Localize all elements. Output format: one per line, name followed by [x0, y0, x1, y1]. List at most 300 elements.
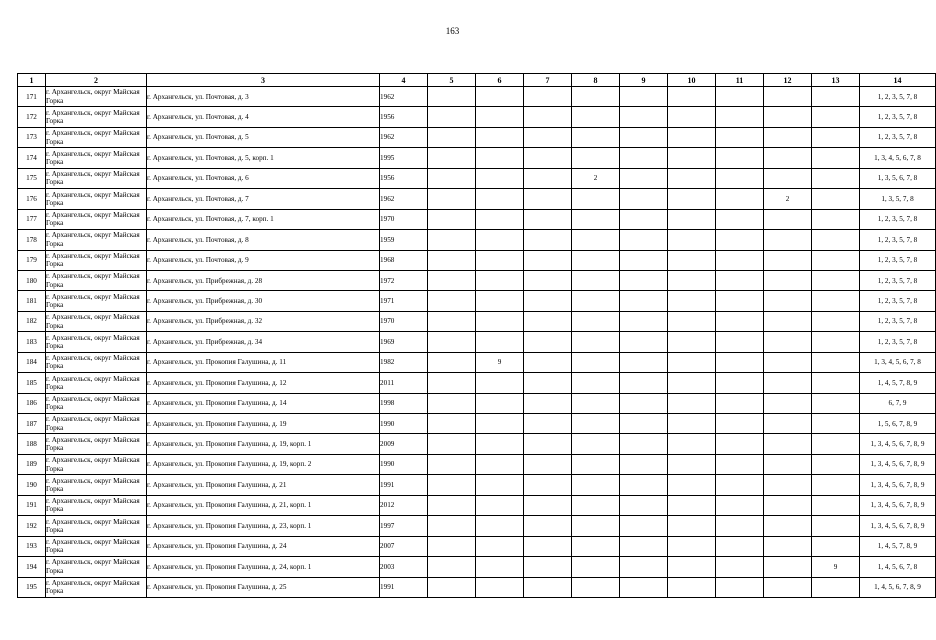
col9-cell [620, 373, 668, 393]
row-number-cell: 189 [18, 454, 46, 474]
address-cell: г. Архангельск, ул. Прокопия Галушина, д. 21, корп. 1 [147, 495, 380, 515]
col13-cell [812, 495, 860, 515]
col6-cell [476, 250, 524, 270]
year-cell: 2003 [380, 557, 428, 577]
col13-cell [812, 414, 860, 434]
col10-cell [668, 270, 716, 290]
col9-cell [620, 414, 668, 434]
categories-cell: 1, 3, 4, 5, 6, 7, 8 [860, 148, 936, 168]
col5-cell [428, 414, 476, 434]
col11-cell [716, 291, 764, 311]
table-row [18, 311, 936, 331]
col10-cell [668, 557, 716, 577]
year-cell: 1972 [380, 270, 428, 290]
year-cell: 1959 [380, 230, 428, 250]
address-cell: г. Архангельск, ул. Прибрежная, д. 32 [147, 311, 380, 331]
col12-cell [764, 495, 812, 515]
year-cell: 1998 [380, 393, 428, 413]
col8-cell [572, 270, 620, 290]
col11-cell [716, 434, 764, 454]
col9-cell [620, 209, 668, 229]
year-cell: 1962 [380, 87, 428, 107]
table-row [18, 373, 936, 393]
col7-cell [524, 434, 572, 454]
col8-cell [572, 516, 620, 536]
column-header: 12 [764, 74, 812, 87]
district-cell: г. Архангельск, округ Майская Горка [46, 577, 147, 597]
address-cell: г. Архангельск, ул. Прокопия Галушина, д. 19 [147, 414, 380, 434]
district-cell: г. Архангельск, округ Майская Горка [46, 393, 147, 413]
col11-cell [716, 209, 764, 229]
col9-cell [620, 516, 668, 536]
col12-cell [764, 230, 812, 250]
col12-cell [764, 107, 812, 127]
row-number-cell: 192 [18, 516, 46, 536]
district-cell: г. Архангельск, округ Майская Горка [46, 373, 147, 393]
col7-cell [524, 516, 572, 536]
col9-cell [620, 434, 668, 454]
categories-cell: 1, 3, 5, 7, 8 [860, 189, 936, 209]
col6-cell [476, 291, 524, 311]
col10-cell [668, 495, 716, 515]
col11-cell [716, 454, 764, 474]
col5-cell [428, 230, 476, 250]
col11-cell [716, 148, 764, 168]
col13-cell [812, 311, 860, 331]
col6-cell [476, 495, 524, 515]
row-number-cell: 180 [18, 270, 46, 290]
address-cell: г. Архангельск, ул. Почтовая, д. 7 [147, 189, 380, 209]
col10-cell [668, 414, 716, 434]
col8-cell [572, 127, 620, 147]
col9-cell [620, 87, 668, 107]
column-header: 13 [812, 74, 860, 87]
col9-cell [620, 189, 668, 209]
col9-cell [620, 270, 668, 290]
col8-cell [572, 536, 620, 556]
year-cell: 1997 [380, 516, 428, 536]
col5-cell [428, 189, 476, 209]
col11-cell [716, 270, 764, 290]
table-row [18, 434, 936, 454]
row-number-cell: 172 [18, 107, 46, 127]
year-cell: 1982 [380, 352, 428, 372]
col7-cell [524, 557, 572, 577]
col13-cell [812, 270, 860, 290]
year-cell: 1970 [380, 311, 428, 331]
col13-cell [812, 250, 860, 270]
col11-cell [716, 87, 764, 107]
district-cell: г. Архангельск, округ Майская Горка [46, 148, 147, 168]
col9-cell [620, 454, 668, 474]
col7-cell [524, 148, 572, 168]
col7-cell [524, 168, 572, 188]
col7-cell [524, 250, 572, 270]
col13-cell [812, 189, 860, 209]
col10-cell [668, 434, 716, 454]
categories-cell: 1, 3, 5, 6, 7, 8 [860, 168, 936, 188]
col10-cell [668, 291, 716, 311]
column-header: 3 [147, 74, 380, 87]
categories-cell: 1, 2, 3, 5, 7, 8 [860, 127, 936, 147]
col9-cell [620, 475, 668, 495]
col9-cell [620, 148, 668, 168]
column-header: 11 [716, 74, 764, 87]
table-row [18, 414, 936, 434]
year-cell: 1970 [380, 209, 428, 229]
col8-cell [572, 189, 620, 209]
col7-cell [524, 352, 572, 372]
col11-cell [716, 536, 764, 556]
categories-cell: 1, 2, 3, 5, 7, 8 [860, 270, 936, 290]
year-cell: 1956 [380, 168, 428, 188]
col12-cell [764, 352, 812, 372]
row-number-cell: 177 [18, 209, 46, 229]
col7-cell [524, 393, 572, 413]
row-number-cell: 178 [18, 230, 46, 250]
district-cell: г. Архангельск, округ Майская Горка [46, 332, 147, 352]
col12-cell [764, 475, 812, 495]
col7-cell [524, 373, 572, 393]
col10-cell [668, 230, 716, 250]
col10-cell [668, 127, 716, 147]
district-cell: г. Архангельск, округ Майская Горка [46, 311, 147, 331]
district-cell: г. Архангельск, округ Майская Горка [46, 87, 147, 107]
col6-cell [476, 557, 524, 577]
table-header-row [18, 74, 936, 87]
address-cell: г. Архангельск, ул. Прибрежная, д. 28 [147, 270, 380, 290]
col8-cell [572, 434, 620, 454]
year-cell: 1991 [380, 475, 428, 495]
col6-cell [476, 577, 524, 597]
col13-cell [812, 577, 860, 597]
col6-cell [476, 87, 524, 107]
col11-cell [716, 495, 764, 515]
categories-cell: 1, 3, 4, 5, 6, 7, 8, 9 [860, 475, 936, 495]
column-header: 1 [18, 74, 46, 87]
col5-cell [428, 127, 476, 147]
row-number-cell: 176 [18, 189, 46, 209]
col8-cell [572, 495, 620, 515]
categories-cell: 1, 4, 5, 7, 8, 9 [860, 373, 936, 393]
col6-cell [476, 127, 524, 147]
district-cell: г. Архангельск, округ Майская Горка [46, 270, 147, 290]
col13-cell [812, 87, 860, 107]
column-header: 5 [428, 74, 476, 87]
col8-cell: 2 [572, 168, 620, 188]
col12-cell [764, 516, 812, 536]
col8-cell [572, 87, 620, 107]
col10-cell [668, 352, 716, 372]
col10-cell [668, 536, 716, 556]
col6-cell [476, 516, 524, 536]
col12-cell [764, 557, 812, 577]
categories-cell: 1, 5, 6, 7, 8, 9 [860, 414, 936, 434]
address-cell: г. Архангельск, ул. Прокопия Галушина, д. 11 [147, 352, 380, 372]
col10-cell [668, 475, 716, 495]
col11-cell [716, 352, 764, 372]
col11-cell [716, 557, 764, 577]
categories-cell: 1, 2, 3, 5, 7, 8 [860, 107, 936, 127]
year-cell: 2012 [380, 495, 428, 515]
year-cell: 2007 [380, 536, 428, 556]
col12-cell [764, 414, 812, 434]
col9-cell [620, 393, 668, 413]
col10-cell [668, 107, 716, 127]
categories-cell: 6, 7, 9 [860, 393, 936, 413]
col7-cell [524, 536, 572, 556]
district-cell: г. Архангельск, округ Майская Горка [46, 168, 147, 188]
row-number-cell: 175 [18, 168, 46, 188]
district-cell: г. Архангельск, округ Майская Горка [46, 475, 147, 495]
col5-cell [428, 250, 476, 270]
col11-cell [716, 230, 764, 250]
table-row [18, 230, 936, 250]
column-header: 8 [572, 74, 620, 87]
col7-cell [524, 495, 572, 515]
col7-cell [524, 311, 572, 331]
year-cell: 1990 [380, 414, 428, 434]
col9-cell [620, 536, 668, 556]
col5-cell [428, 393, 476, 413]
year-cell: 1956 [380, 107, 428, 127]
col8-cell [572, 311, 620, 331]
column-header: 6 [476, 74, 524, 87]
table-row [18, 393, 936, 413]
categories-cell: 1, 3, 4, 5, 6, 7, 8 [860, 352, 936, 372]
row-number-cell: 185 [18, 373, 46, 393]
col6-cell [476, 230, 524, 250]
address-cell: г. Архангельск, ул. Прокопия Галушина, д. 25 [147, 577, 380, 597]
col12-cell [764, 393, 812, 413]
district-cell: г. Архангельск, округ Майская Горка [46, 516, 147, 536]
district-cell: г. Архангельск, округ Майская Горка [46, 107, 147, 127]
col13-cell [812, 454, 860, 474]
table-row [18, 209, 936, 229]
col13-cell: 9 [812, 557, 860, 577]
col13-cell [812, 107, 860, 127]
district-cell: г. Архангельск, округ Майская Горка [46, 127, 147, 147]
col11-cell [716, 311, 764, 331]
row-number-cell: 186 [18, 393, 46, 413]
row-number-cell: 187 [18, 414, 46, 434]
col5-cell [428, 87, 476, 107]
col11-cell [716, 168, 764, 188]
col5-cell [428, 516, 476, 536]
col7-cell [524, 87, 572, 107]
row-number-cell: 171 [18, 87, 46, 107]
district-cell: г. Архангельск, округ Майская Горка [46, 291, 147, 311]
col12-cell [764, 291, 812, 311]
table-row [18, 148, 936, 168]
col5-cell [428, 332, 476, 352]
row-number-cell: 174 [18, 148, 46, 168]
col12-cell [764, 87, 812, 107]
year-cell: 1995 [380, 148, 428, 168]
col11-cell [716, 189, 764, 209]
col12-cell [764, 127, 812, 147]
column-header: 10 [668, 74, 716, 87]
col5-cell [428, 209, 476, 229]
col13-cell [812, 536, 860, 556]
col5-cell [428, 536, 476, 556]
col5-cell [428, 495, 476, 515]
table-row [18, 291, 936, 311]
col6-cell [476, 311, 524, 331]
district-cell: г. Архангельск, округ Майская Горка [46, 495, 147, 515]
row-number-cell: 193 [18, 536, 46, 556]
col8-cell [572, 414, 620, 434]
categories-cell: 1, 2, 3, 5, 7, 8 [860, 250, 936, 270]
table-row [18, 536, 936, 556]
district-cell: г. Архангельск, округ Майская Горка [46, 189, 147, 209]
col9-cell [620, 291, 668, 311]
table-row [18, 577, 936, 597]
col6-cell [476, 168, 524, 188]
categories-cell: 1, 2, 3, 5, 7, 8 [860, 291, 936, 311]
address-cell: г. Архангельск, ул. Прокопия Галушина, д. 19, корп. 1 [147, 434, 380, 454]
col5-cell [428, 557, 476, 577]
address-cell: г. Архангельск, ул. Прокопия Галушина, д. 23, корп. 1 [147, 516, 380, 536]
col10-cell [668, 516, 716, 536]
col9-cell [620, 250, 668, 270]
col12-cell: 2 [764, 189, 812, 209]
col9-cell [620, 311, 668, 331]
col11-cell [716, 373, 764, 393]
col11-cell [716, 577, 764, 597]
col13-cell [812, 393, 860, 413]
col8-cell [572, 148, 620, 168]
col10-cell [668, 393, 716, 413]
table-row [18, 557, 936, 577]
col6-cell: 9 [476, 352, 524, 372]
col12-cell [764, 311, 812, 331]
col6-cell [476, 373, 524, 393]
col8-cell [572, 373, 620, 393]
address-cell: г. Архангельск, ул. Почтовая, д. 3 [147, 87, 380, 107]
col10-cell [668, 168, 716, 188]
col7-cell [524, 127, 572, 147]
col7-cell [524, 414, 572, 434]
col13-cell [812, 127, 860, 147]
col12-cell [764, 209, 812, 229]
col8-cell [572, 107, 620, 127]
col5-cell [428, 454, 476, 474]
address-cell: г. Архангельск, ул. Прокопия Галушина, д. 14 [147, 393, 380, 413]
col12-cell [764, 168, 812, 188]
col6-cell [476, 454, 524, 474]
col8-cell [572, 352, 620, 372]
col13-cell [812, 352, 860, 372]
col7-cell [524, 332, 572, 352]
district-cell: г. Архангельск, округ Майская Горка [46, 414, 147, 434]
col8-cell [572, 332, 620, 352]
col13-cell [812, 168, 860, 188]
col12-cell [764, 373, 812, 393]
table-row [18, 87, 936, 107]
row-number-cell: 183 [18, 332, 46, 352]
col5-cell [428, 434, 476, 454]
col6-cell [476, 148, 524, 168]
table-row [18, 454, 936, 474]
categories-cell: 1, 4, 5, 6, 7, 8 [860, 557, 936, 577]
table-row [18, 475, 936, 495]
table-row [18, 352, 936, 372]
table-row [18, 168, 936, 188]
table-row [18, 127, 936, 147]
col9-cell [620, 127, 668, 147]
col7-cell [524, 107, 572, 127]
categories-cell: 1, 2, 3, 5, 7, 8 [860, 311, 936, 331]
table-row [18, 250, 936, 270]
categories-cell: 1, 4, 5, 7, 8, 9 [860, 536, 936, 556]
col13-cell [812, 332, 860, 352]
col8-cell [572, 230, 620, 250]
district-cell: г. Архангельск, округ Майская Горка [46, 209, 147, 229]
address-cell: г. Архангельск, ул. Почтовая, д. 4 [147, 107, 380, 127]
col7-cell [524, 475, 572, 495]
col7-cell [524, 230, 572, 250]
address-cell: г. Архангельск, ул. Почтовая, д. 6 [147, 168, 380, 188]
col12-cell [764, 332, 812, 352]
col7-cell [524, 270, 572, 290]
year-cell: 1968 [380, 250, 428, 270]
address-cell: г. Архангельск, ул. Прокопия Галушина, д. 24 [147, 536, 380, 556]
categories-cell: 1, 2, 3, 5, 7, 8 [860, 209, 936, 229]
buildings-table [17, 73, 936, 598]
col12-cell [764, 434, 812, 454]
col9-cell [620, 332, 668, 352]
row-number-cell: 191 [18, 495, 46, 515]
row-number-cell: 190 [18, 475, 46, 495]
table-row [18, 107, 936, 127]
year-cell: 1971 [380, 291, 428, 311]
col12-cell [764, 577, 812, 597]
col5-cell [428, 577, 476, 597]
col5-cell [428, 148, 476, 168]
row-number-cell: 173 [18, 127, 46, 147]
categories-cell: 1, 3, 4, 5, 6, 7, 8, 9 [860, 495, 936, 515]
col5-cell [428, 475, 476, 495]
col8-cell [572, 209, 620, 229]
categories-cell: 1, 3, 4, 5, 6, 7, 8, 9 [860, 434, 936, 454]
col5-cell [428, 168, 476, 188]
categories-cell: 1, 2, 3, 5, 7, 8 [860, 87, 936, 107]
district-cell: г. Архангельск, округ Майская Горка [46, 557, 147, 577]
district-cell: г. Архангельск, округ Майская Горка [46, 352, 147, 372]
column-header: 2 [46, 74, 147, 87]
col6-cell [476, 270, 524, 290]
column-header: 9 [620, 74, 668, 87]
page-number: 163 [445, 26, 460, 36]
year-cell: 2009 [380, 434, 428, 454]
district-cell: г. Архангельск, округ Майская Горка [46, 250, 147, 270]
col12-cell [764, 454, 812, 474]
table-row [18, 270, 936, 290]
col7-cell [524, 577, 572, 597]
year-cell: 1990 [380, 454, 428, 474]
row-number-cell: 179 [18, 250, 46, 270]
col13-cell [812, 230, 860, 250]
col5-cell [428, 352, 476, 372]
row-number-cell: 195 [18, 577, 46, 597]
year-cell: 1991 [380, 577, 428, 597]
col8-cell [572, 557, 620, 577]
col10-cell [668, 454, 716, 474]
col11-cell [716, 107, 764, 127]
district-cell: г. Архангельск, округ Майская Горка [46, 454, 147, 474]
col11-cell [716, 414, 764, 434]
